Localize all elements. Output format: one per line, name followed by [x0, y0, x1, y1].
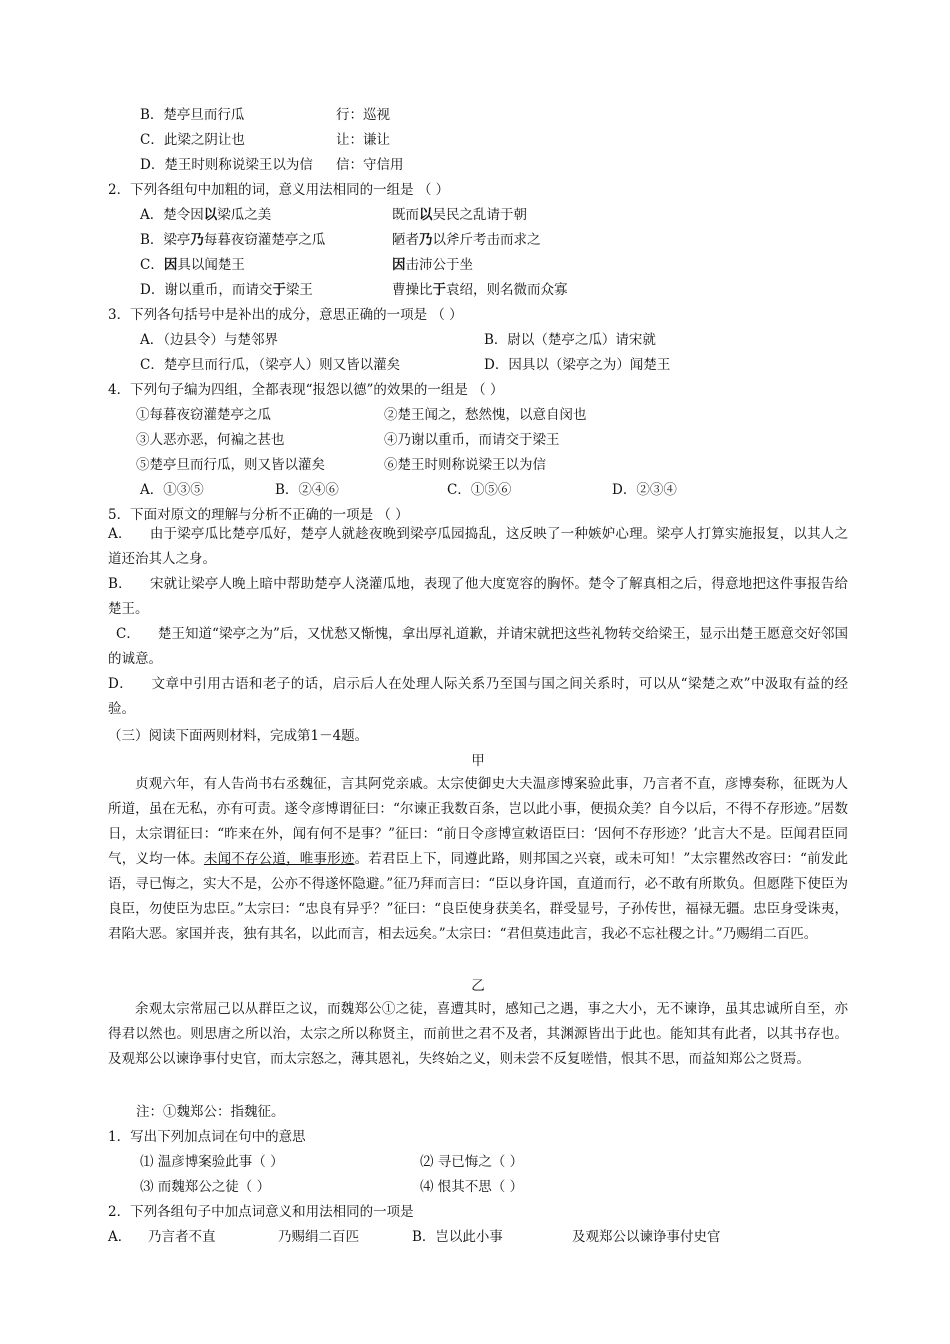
q4-item-4: ④乃谢以重币，而请交于梁王: [384, 432, 560, 448]
passage-yi-title: 乙: [471, 978, 485, 994]
q7-option-a-1: 乃言者不直: [148, 1229, 216, 1245]
q2-stem: 2．下列各组句中加粗的词，意义用法相同的一组是 （ ）: [108, 182, 450, 198]
q5-option-a: A． 由于梁亭瓜比楚亭瓜好，楚亭人就趁夜晚到梁亭瓜园捣乱，这反映了一种嫉妒心理。梁亭人打算实施报复，以其人之道还治其人之身。: [108, 526, 849, 567]
q4-option-c: C．①⑤⑥: [447, 482, 512, 498]
q7-option-b-2: 及观郑公以谏诤事付史官: [572, 1229, 721, 1245]
q3-stem: 3．下列各句括号中是补出的成分，意思正确的一项是 （ ）: [108, 307, 463, 323]
q3-option-a: A．（边县令）与楚邻界: [140, 332, 278, 348]
q5-option-c: C． 楚王知道“梁亭之为”后，又忧愁又惭愧，拿出厚礼道歉，并请宋就把这些礼物转交给梁王，显示出楚王愿意交好邻国的诚意。: [108, 626, 848, 667]
q4-item-2: ②楚王闻之，愁然愧，以意自闵也: [384, 407, 587, 423]
q1-option-d: D．楚王时则称说梁王以为信: [140, 157, 313, 173]
q1-option-b-gloss: 行：巡视: [336, 107, 390, 123]
q1-option-c: C．此梁之阴让也: [140, 132, 245, 148]
passage-jia-underlined: 未闻不存公道，唯事形迹: [203, 851, 355, 867]
q2-row-b-right: 陋者乃以斧斤考击而求之: [392, 232, 541, 248]
q2-row-c-left: C．因具以闻楚王: [140, 257, 245, 273]
q3-option-b: B．尉以（楚亭之瓜）请宋就: [484, 332, 656, 348]
passage-jia: 贞观六年，有人告尚书右丞魏征，言其阿党亲戚。太宗使御史大夫温彦博案验此事，乃言者不直，彦博奏称，征既为人所道，虽在无私，亦有可责。遂令彦博谓征曰：“尔谏正我数百条，岂以此小事，便损众美？自今以后，不得不存形迹。”居数日，太宗谓征曰：“昨来在外，闻有何不是事？”征曰：“前日令彦博宣敕语臣曰：‘因何不存形迹？’此言大不是。臣闻君臣同气，义均一体。未闻不存公道，唯事形迹。若君臣上下，同遵此路，则邦国之兴衰，或未可知！”太宗瞿然改容曰：“前发此语，寻已悔之，实大不是，公亦不得遂怀隐避。”征乃拜而言曰：“臣以身许国，直道而行，必不敢有所欺负。但愿陛下使臣为良臣，勿使臣为忠臣。”太宗曰：“忠良有异乎？”征曰：“良臣使身获美名，群受显号，子孙传世，福禄无疆。忠臣身受诛夷，君陷大恶。家国并丧，独有其名，以此而言，相去远矣。”太宗曰：“君但莫违此言，我必不忘社稷之计。”乃赐绢二百匹。: [108, 776, 849, 942]
q2-row-b-left: B．梁亭乃每暮夜窃灌楚亭之瓜: [140, 232, 326, 248]
q2-row-c-right: 因击沛公于坐: [392, 257, 473, 273]
q3-option-c: C．楚亭旦而行瓜，（梁亭人）则又皆以灌矣: [140, 357, 401, 373]
q6-stem: 1．写出下列加点词在句中的意思: [108, 1129, 306, 1145]
q4-item-3: ③人恶亦恶，何褊之甚也: [136, 432, 285, 448]
q5-stem: 5．下面对原文的理解与分析不正确的一项是 （ ）: [108, 507, 409, 523]
q6-item-1: ⑴ 温彦博案验此事（ ）: [140, 1154, 284, 1170]
q5-option-b: B． 宋就让梁亭人晚上暗中帮助楚亭人浇灌瓜地，表现了他大度宽容的胸怀。楚令了解真相之后，得意地把这件事报告给楚王。: [108, 576, 849, 617]
q4-option-b: B．②④⑥: [275, 482, 339, 498]
q7-option-a-label: A．: [108, 1229, 132, 1245]
q5-option-d: D． 文章中引用古语和老子的话，启示后人在处理人际关系乃至国与国之间关系时，可以从“梁楚之欢”中汲取有益的经验。: [108, 676, 848, 717]
q4-item-6: ⑥楚王时则称说梁王以为信: [384, 457, 546, 473]
q4-item-5: ⑤楚亭旦而行瓜，则又皆以灌矣: [136, 457, 325, 473]
q3-option-d: D．因具以（梁亭之为）闻楚王: [484, 357, 671, 373]
q4-option-d: D．②③④: [612, 482, 677, 498]
q2-row-d-left: D．谢以重币，而请交于梁王: [140, 282, 313, 298]
q6-item-2: ⑵ 寻已悔之（ ）: [420, 1154, 524, 1170]
q2-row-a-right: 既而以吴民之乱请于朝: [392, 207, 527, 223]
passage-jia-title: 甲: [471, 753, 485, 769]
q4-option-a: A．①③⑤: [140, 482, 204, 498]
section-3-heading: （三）阅读下面两则材料，完成第1－4题。: [108, 728, 369, 744]
q1-option-d-gloss: 信：守信用: [336, 157, 404, 173]
q1-option-c-gloss: 让：谦让: [336, 132, 390, 148]
q1-option-b: B．楚亭旦而行瓜: [140, 107, 245, 123]
passage-yi: 余观太宗常屈己以从群臣之议，而魏郑公①之徒，喜遭其时，感知己之遇，事之大小，无不谏诤，虽其忠诚所自至，亦得君以然也。则思唐之所以治，太宗之所以称贤主，而前世之君不及者，其渊源皆出于此也。能知其有此者，以其书存也。及观郑公以谏诤事付史官，而太宗怒之，薄其恩礼，失终始之义，则未尝不反复嗟惜，恨其不思，而益知郑公之贤焉。: [108, 1001, 848, 1067]
q2-row-a-left: A．楚令因以梁瓜之美: [140, 207, 272, 223]
q7-stem: 2．下列各组句子中加点词意义和用法相同的一项是: [108, 1204, 414, 1220]
q4-item-1: ①每暮夜窃灌楚亭之瓜: [136, 407, 271, 423]
q6-item-4: ⑷ 恨其不思（ ）: [420, 1179, 524, 1195]
q7-option-b-1: B．岂以此小事: [412, 1229, 503, 1245]
q7-option-a-2: 乃赐绢二百匹: [278, 1229, 359, 1245]
q6-item-3: ⑶ 而魏郑公之徒（ ）: [140, 1179, 271, 1195]
passage-note: 注：①魏郑公：指魏征。: [136, 1104, 285, 1120]
q2-row-d-right: 曹操比于袁绍，则名微而众寡: [392, 282, 568, 298]
q4-stem: 4．下列句子编为四组，全都表现“报怨以德”的效果的一组是 （ ）: [108, 382, 504, 398]
